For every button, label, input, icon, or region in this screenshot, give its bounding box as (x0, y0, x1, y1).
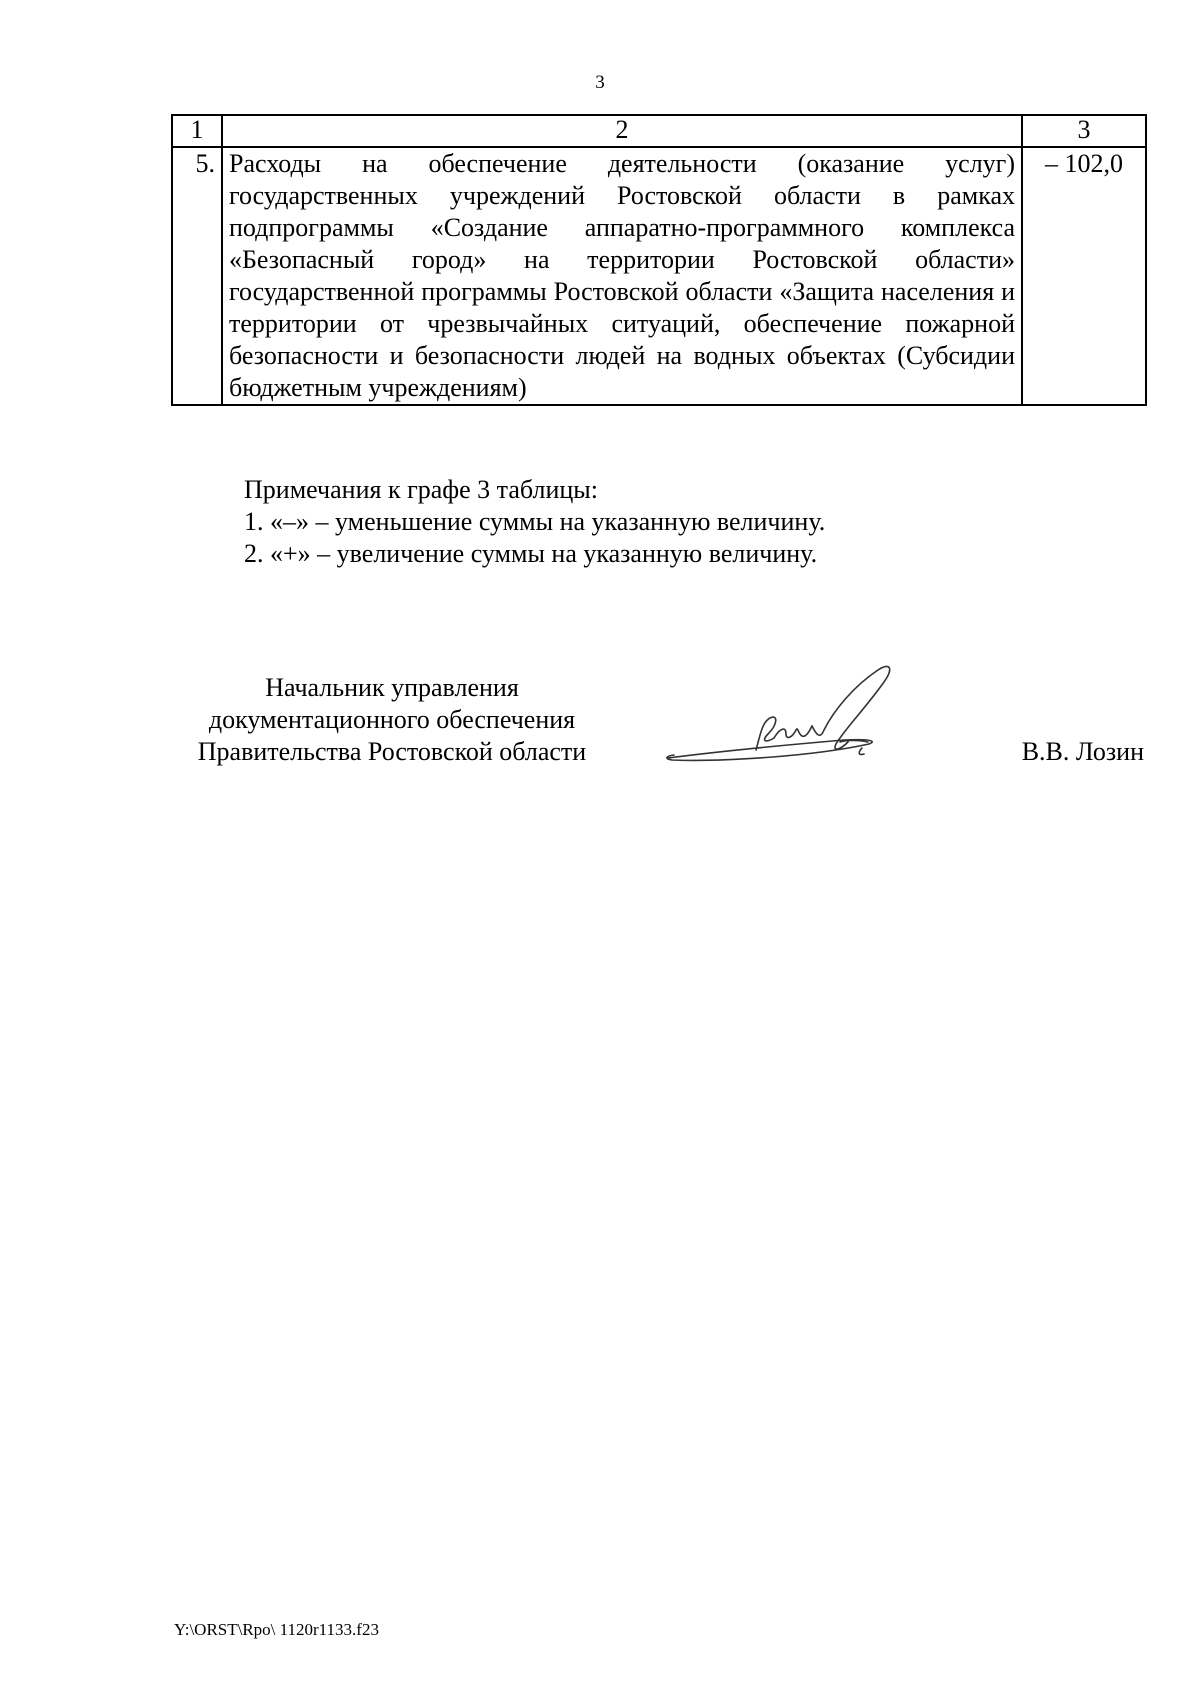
table-row (172, 147, 1146, 405)
note-item-1: 1. «–» – уменьшение суммы на указанную величину. (244, 507, 826, 536)
column-header-1: 1 (172, 115, 222, 147)
signatory-position (162, 672, 622, 768)
page-number: 3 (595, 72, 605, 93)
table-notes (244, 474, 825, 570)
signer-name: В.В. Лозин (1021, 737, 1144, 766)
table-header-row (172, 115, 1146, 147)
position-line-1: Начальник управления (265, 673, 519, 702)
position-line-2: документационного обеспечения (208, 705, 576, 734)
expenditure-table (171, 114, 1147, 406)
notes-title: Примечания к графе 3 таблицы: (244, 475, 598, 504)
note-item-2: 2. «+» – увеличение суммы на указанную величину. (244, 539, 818, 568)
row-description: Расходы на обеспечение деятельности (оказание услуг) государственных учреждений Ростовской области в рамках подпрограммы «Создание аппаратно-программного комплекса «Безопасный город» на территории Ростовской области» государственной программы Ростовской области «Защита населения и территории от чрезвычайных ситуаций, обеспечение пожарной безопасности и безопасности людей на водных объектах (Субсидии бюджетным учреждениям) (222, 147, 1022, 405)
footer-file-path: Y:\ORST\Rpo\ 1120r1133.f23 (174, 1620, 379, 1639)
row-number: 5. (172, 147, 222, 405)
position-line-3: Правительства Ростовской области (197, 737, 587, 766)
column-header-3: 3 (1022, 115, 1146, 147)
row-value: – 102,0 (1022, 147, 1146, 405)
column-header-2: 2 (222, 115, 1022, 147)
handwritten-signature-icon (664, 660, 944, 780)
